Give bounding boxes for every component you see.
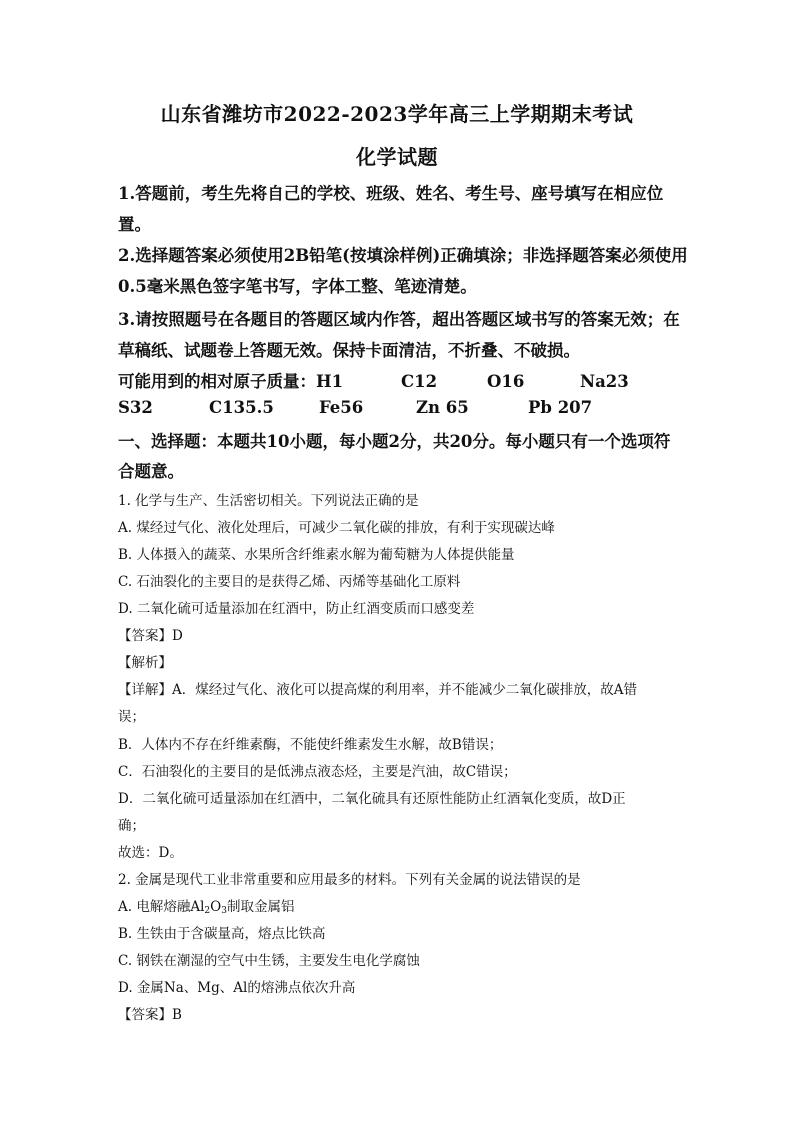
instruction-line: 3.请按照题号在各题目的答题区域内作答，超出答题区域书写的答案无效；在 — [118, 310, 680, 329]
atomic-mass-row — [118, 398, 592, 417]
instruction-line: 2.选择题答案必须使用2B铅笔(按填涂样例)正确填涂；非选择题答案必须使用 — [118, 246, 688, 265]
atomic-mass-item: Zn 65 — [416, 398, 469, 417]
question-option: C. 钢铁在潮湿的空气中生锈，主要发生电化学腐蚀 — [118, 953, 420, 969]
detail-line: D．二氧化硫可适量添加在红酒中，二氧化硫具有还原性能防止红酒氧化变质，故D正 — [118, 791, 626, 807]
subscript: 2 — [204, 906, 211, 916]
question-stem: 2. 金属是现代工业非常重要和应用最多的材料。下列有关金属的说法错误的是 — [118, 872, 581, 888]
atomic-mass-row — [118, 368, 629, 392]
section-heading: 一、选择题：本题共10小题，每小题2分，共20分。每小题只有一个选项符 — [118, 432, 671, 451]
detail-line: 误； — [118, 709, 145, 725]
instruction-line: 0.5毫米黑色签字笔书写，字体工整、笔迹清楚。 — [118, 277, 477, 296]
detail-line: C．石油裂化的主要目的是低沸点液态烃，主要是汽油，故C错误； — [118, 764, 517, 780]
option-text: A. 电解熔融Al — [118, 899, 205, 915]
question-stem: 1. 化学与生产、生活密切相关。下列说法正确的是 — [118, 493, 419, 509]
question-option: D. 二氧化硫可适量添加在红酒中，防止红酒变质而口感变差 — [118, 601, 475, 617]
atomic-mass-item: Pb 207 — [528, 398, 593, 417]
answer-label: 【答案】B — [118, 1007, 182, 1023]
atomic-mass-item: Na23 — [580, 372, 629, 391]
question-option: A. 煤经过气化、液化处理后，可减少二氧化碳的排放，有利于实现碳达峰 — [118, 520, 555, 536]
atomic-mass-item: H1 — [316, 372, 344, 391]
section-heading: 合题意。 — [118, 462, 184, 481]
subscript: 3 — [221, 906, 227, 916]
question-option: B. 人体摄入的蔬菜、水果所含纤维素水解为葡萄糖为人体提供能量 — [118, 547, 515, 563]
instruction-line: 置。 — [118, 215, 151, 234]
question-option: B. 生铁由于含碳量高，熔点比铁高 — [118, 926, 326, 942]
atomic-mass-item: C12 — [401, 372, 438, 391]
detail-line: 【详解】A．煤经过气化、液化可以提高煤的利用率，并不能减少二氧化碳排放，故A错 — [118, 682, 637, 698]
atomic-mass-item: Fe56 — [319, 398, 364, 417]
atomic-mass-label: 可能用到的相对原子质量： — [118, 372, 316, 391]
document-subtitle: 化学试题 — [356, 145, 438, 169]
option-text: O — [210, 899, 222, 915]
instruction-line: 草稿纸、试题卷上答题无效。保持卡面清洁，不折叠、不破损。 — [118, 341, 580, 360]
analysis-label: 【解析】 — [118, 655, 172, 671]
atomic-mass-item: C135.5 — [209, 398, 274, 417]
answer-label: 【答案】D — [118, 628, 183, 644]
detail-line: 故选：D。 — [118, 845, 183, 861]
detail-line: 确； — [118, 818, 145, 834]
question-option: C. 石油裂化的主要目的是获得乙烯、丙烯等基础化工原料 — [118, 574, 461, 590]
question-option: D. 金属Na、Mg、Al的熔沸点依次升高 — [118, 980, 356, 996]
atomic-mass-item: S32 — [118, 398, 153, 417]
option-text: 制取金属铝 — [226, 899, 295, 915]
detail-line: B．人体内不存在纤维素酶，不能使纤维素发生水解，故B错误； — [118, 737, 503, 753]
atomic-mass-item: O16 — [487, 372, 525, 391]
question-option — [118, 895, 294, 916]
instruction-line: 1.答题前，考生先将自己的学校、班级、姓名、考生号、座号填写在相应位 — [118, 184, 664, 203]
document-title: 山东省潍坊市2022-2023学年高三上学期期末考试 — [160, 102, 634, 126]
